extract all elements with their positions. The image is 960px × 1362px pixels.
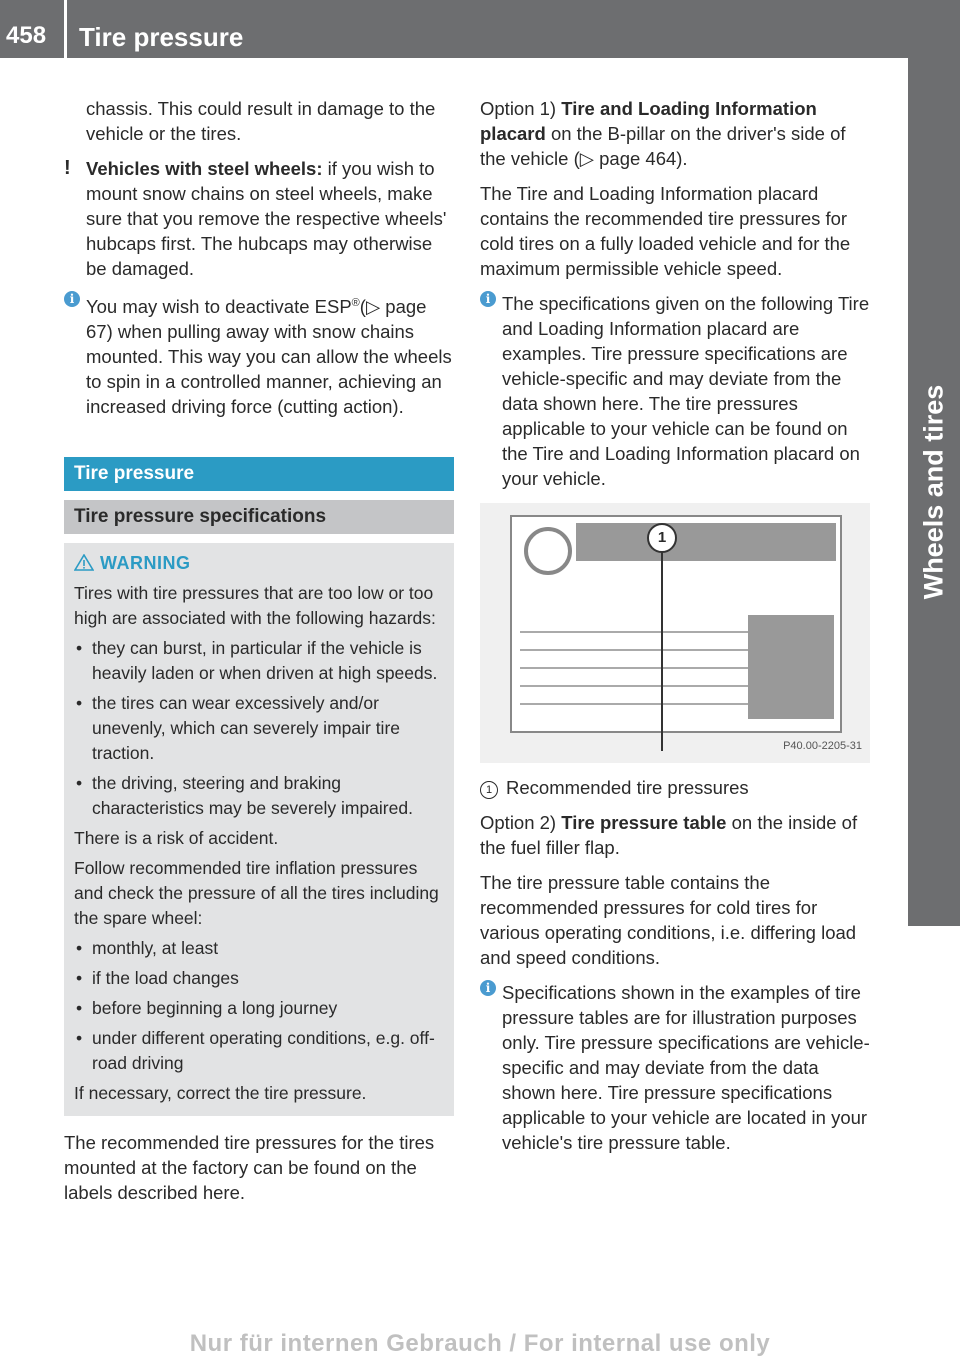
- list-item: • before beginning a long journey: [76, 998, 338, 1019]
- paragraph-info-placard: [480, 291, 870, 491]
- header-separator: [64, 0, 67, 58]
- page-number: 458: [6, 22, 47, 49]
- warning-intro: Tires with tire pressures that are too low or too high are associated with the following hazards:: [74, 583, 436, 629]
- list-item: • the tires can wear excessively and/or unevenly, which can severely impair tire traction.: [76, 693, 401, 764]
- warning-risk: There is a risk of accident.: [74, 828, 279, 849]
- side-tab-label: Wheels and tires: [918, 384, 949, 600]
- option-1-prefix: Option 1): [480, 98, 562, 119]
- placard-label: [510, 515, 842, 733]
- paragraph-placard: The Tire and Loading Information placard contains the recommended tire pressures for cold tires on a fully loaded vehicle and for the maximum permissible vehicle speed.: [480, 183, 851, 279]
- option-1-label: Tire and Loading Information placard: [480, 98, 817, 144]
- list-item: • under different operating conditions, e.g. off-road driving: [76, 1028, 435, 1074]
- warning-header: [74, 551, 444, 576]
- callout-line: [661, 551, 663, 751]
- warning-box: [64, 543, 454, 1116]
- warning-title: WARNING: [100, 553, 191, 574]
- check-text: under different operating conditions, e.g. off-road driving: [92, 1028, 435, 1074]
- caution-icon: !: [64, 157, 71, 179]
- info-table-text: Specifications shown in the examples of tire pressure tables are for illustration purposes only. Tire pressure specifications are vehicle-specific and may deviate from the data shown here. Tire pressure specifications applicable to your vehicle are located in your vehicle's tire pressure table.: [502, 982, 870, 1153]
- check-text: before beginning a long journey: [92, 998, 338, 1019]
- info-icon: i: [480, 980, 496, 996]
- placard-table: [520, 615, 750, 719]
- hazard-text: they can burst, in particular if the vehicle is heavily laden or when driven at high speeds.: [92, 638, 438, 684]
- option-2-label: Tire pressure table: [561, 812, 727, 833]
- list-item: • monthly, at least: [76, 938, 219, 959]
- list-item: • the driving, steering and braking characteristics may be severely impaired.: [76, 773, 413, 819]
- right-column: [480, 96, 870, 1165]
- option-2-prefix: Option 2): [480, 812, 562, 833]
- hazard-text: the driving, steering and braking characteristics may be severely impaired.: [92, 773, 413, 819]
- paragraph-esp-note: [64, 291, 454, 419]
- paragraph-table: The tire pressure table contains the recommended pressures for cold tires for various operating conditions, i.e. differing load and speed conditions.: [480, 872, 857, 968]
- info-icon: i: [64, 291, 80, 307]
- option-1-text: on the B-pillar on the driver's side of the vehicle (▷ page 464).: [480, 123, 846, 169]
- warning-correct: If necessary, correct the tire pressure.: [74, 1083, 367, 1104]
- warning-triangle-icon: [74, 554, 94, 571]
- paragraph-option-1: [480, 96, 870, 171]
- callout-number-icon: 1: [480, 781, 498, 799]
- check-text: if the load changes: [92, 968, 239, 989]
- hazard-text: the tires can wear excessively and/or unevenly, which can severely impair tire traction.: [92, 693, 401, 764]
- info-icon: i: [480, 291, 496, 307]
- header-title: Tire pressure: [79, 22, 244, 52]
- placard-owner-manual-block: [748, 615, 834, 719]
- legend-text: Recommended tire pressures: [506, 777, 749, 798]
- esp-note-text-b: (▷ page 67) when pulling away with snow chains mounted. This way you can allow the wheels to spin in a controlled manner, achieving an increased driving force (cutting action).: [86, 296, 452, 418]
- check-list: [74, 936, 444, 1076]
- legend-item: [480, 775, 870, 800]
- side-tab: [908, 58, 960, 926]
- steel-wheels-label: Vehicles with steel wheels:: [86, 158, 323, 179]
- registered-mark: ®: [351, 297, 360, 309]
- tire-icon: [524, 527, 572, 575]
- subsection-title: Tire pressure specifications: [64, 500, 454, 534]
- warning-follow: Follow recommended tire inflation pressures and check the pressure of all the tires including the spare wheel:: [74, 858, 439, 929]
- watermark-footer: Nur für internen Gebrauch / For internal use only: [189, 1330, 771, 1357]
- hazard-list: [74, 636, 444, 821]
- paragraph-info-table: [480, 980, 870, 1155]
- steel-wheels-text: if you wish to mount snow chains on steel wheels, make sure that you remove the respective wheels' hubcaps first. The hubcaps may otherwise be damaged.: [86, 158, 447, 279]
- paragraph-option-2: [480, 810, 870, 860]
- esp-note-text-a: You may wish to deactivate ESP: [86, 296, 352, 318]
- left-column: [64, 96, 454, 1215]
- paragraph-labels: The recommended tire pressures for the tires mounted at the factory can be found on the labels described here.: [64, 1132, 435, 1204]
- placard-header-block: [576, 523, 836, 561]
- option-2-text: on the inside of the fuel filler flap.: [480, 812, 858, 858]
- check-text: monthly, at least: [92, 938, 219, 959]
- list-item: • if the load changes: [76, 968, 239, 989]
- paragraph-chassis: chassis. This could result in damage to the vehicle or the tires.: [86, 98, 436, 144]
- section-title: Tire pressure: [64, 457, 454, 491]
- paragraph-steel-wheels: [64, 156, 454, 281]
- info-placard-text: The specifications given on the following Tire and Loading Information placard are examples. Tire pressure specifications are vehicle-specific and may deviate from the data shown here. The tire pressures applicable to your vehicle can be found on the Tire and Loading Information placard on your vehicle.: [502, 293, 870, 489]
- callout-marker: 1: [647, 523, 677, 553]
- list-item: • they can burst, in particular if the vehicle is heavily laden or when driven at high speeds.: [76, 638, 438, 684]
- placard-image: [480, 503, 870, 763]
- page-header: [0, 0, 960, 58]
- image-code: P40.00-2205-31: [783, 740, 862, 752]
